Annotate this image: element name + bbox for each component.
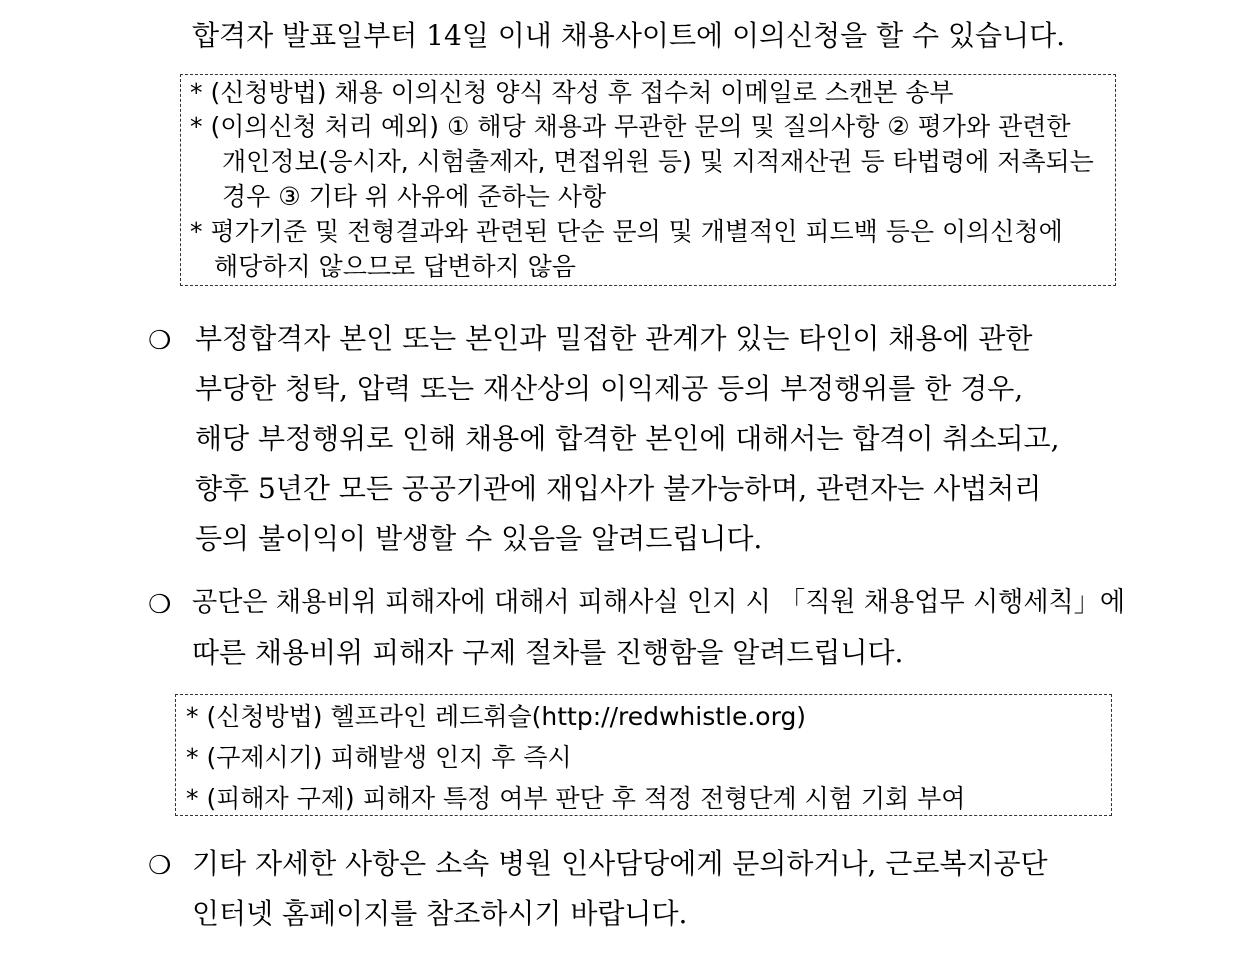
victim-line: 공단은 채용비위 피해자에 대해서 피해사실 인지 시 「직원 채용업무 시행세칙」에 [192,587,1126,618]
contact-line: 기타 자세한 사항은 소속 병원 인사담당에게 문의하거나, 근로복지공단 [192,847,1048,880]
notice-box-1-line: 경우 ③ 기타 위 사유에 준하는 사항 [222,182,607,211]
bullet-icon: ❍ [148,326,172,356]
notice-box-1-line: * (이의신청 처리 예외) ① 해당 채용과 무관한 문의 및 질의사항 ② 평가와 관련한 [190,112,1071,141]
notice-box-1-line: * 평가기준 및 전형결과와 관련된 단순 문의 및 개별적인 피드백 등은 이의신청에 [190,217,1063,246]
notice-box-2-line: * (신청방법) 헬프라인 레드휘슬(http://redwhistle.org) [186,702,807,731]
fraud-line: 등의 불이익이 발생할 수 있음을 알려드립니다. [195,522,763,555]
bullet-icon: ❍ [148,590,172,620]
fraud-line: 향후 5년간 모든 공공기관에 재입사가 불가능하며, 관련자는 사법처리 [195,472,1042,505]
intro-text: 합격자 발표일부터 14일 이내 채용사이트에 이의신청을 할 수 있습니다. [192,19,1066,52]
fraud-line: 부정합격자 본인 또는 본인과 밀접한 관계가 있는 타인이 채용에 관한 [195,322,1033,355]
fraud-line: 해당 부정행위로 인해 채용에 합격한 본인에 대해서는 합격이 취소되고, [195,422,1060,455]
notice-box-1-line: 해당하지 않으므로 답변하지 않음 [214,252,576,281]
fraud-line: 부당한 청탁, 압력 또는 재산상의 이익제공 등의 부정행위를 한 경우, [195,372,1024,405]
notice-box-1-line: 개인정보(응시자, 시험출제자, 면접위원 등) 및 지적재산권 등 타법령에 저촉되는 [222,147,1094,176]
victim-line: 따른 채용비위 피해자 구제 절차를 진행함을 알려드립니다. [192,636,904,669]
notice-box-1-line: * (신청방법) 채용 이의신청 양식 작성 후 접수처 이메일로 스캔본 송부 [190,78,954,107]
bullet-icon: ❍ [148,851,172,881]
contact-line: 인터넷 홈페이지를 참조하시기 바랍니다. [192,897,688,930]
notice-box-2-line: * (구제시기) 피해발생 인지 후 즉시 [186,743,572,772]
notice-box-2-line: * (피해자 구제) 피해자 특정 여부 판단 후 적정 전형단계 시험 기회 부여 [186,784,966,813]
